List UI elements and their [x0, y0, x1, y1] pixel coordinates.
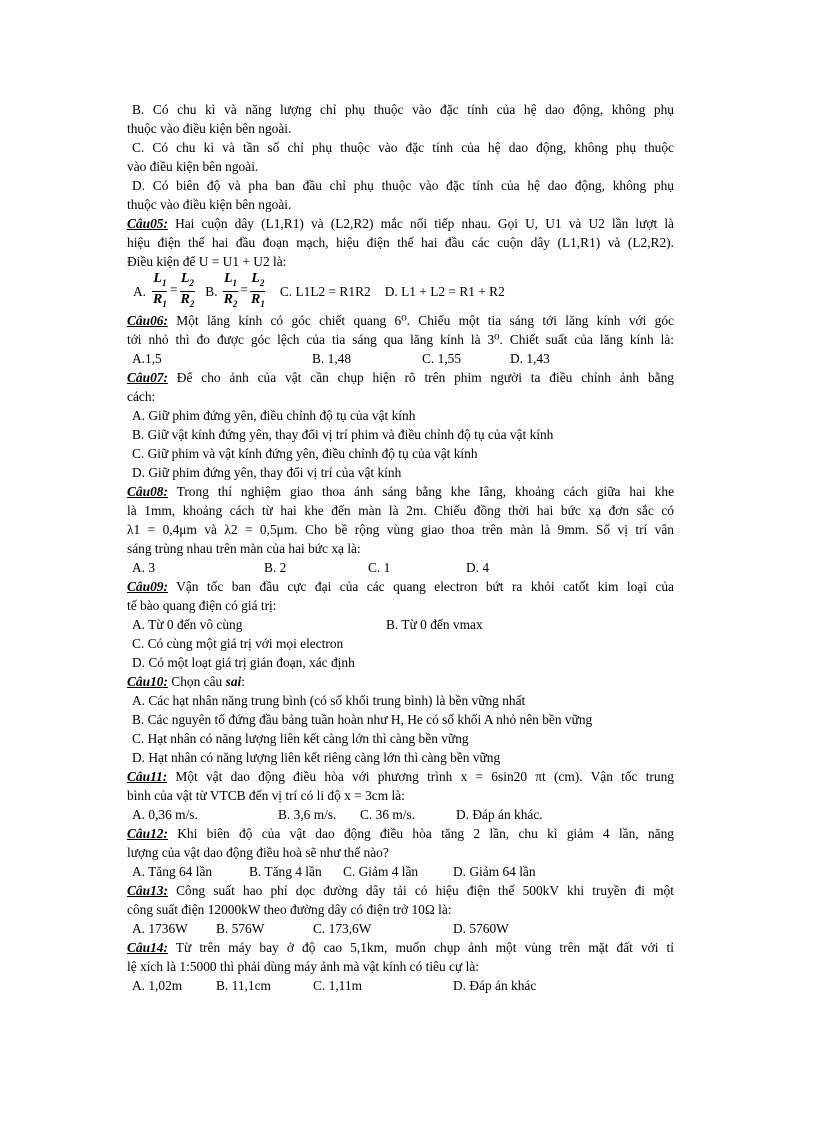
- q05-line2: hiệu điện thế hai đầu đoạn mạch, hiệu điện thế hai đầu các cuộn dây (L1,R1) và (L2,R2).: [127, 235, 674, 250]
- q08-options: [127, 558, 674, 577]
- q14-line1: [127, 938, 674, 957]
- q05-line3: Điều kiện để U = U1 + U2 là:: [127, 254, 287, 269]
- q13-line2: công suất điện 12000kW theo đường dây có điện trở 10Ω là:: [127, 902, 452, 917]
- q05-option-c: C. L1L2 = R1R2: [279, 283, 371, 299]
- q08-line3: λ1 = 0,4μm và λ2 = 0,5μm. Cho bề rộng vùng giao thoa trên màn là 9mm. Số vị trí vân: [127, 522, 674, 537]
- q09-option-d: D. Có một loạt giá trị gián đoạn, xác định: [132, 655, 355, 670]
- q04-option-d-line2: thuộc vào điều kiện bên ngoài.: [127, 197, 292, 212]
- q08-line1: [127, 482, 674, 501]
- q11-text1: Một vật dao động điều hòa với phương trình x = 6sin20 πt (cm). Vận tốc trung: [175, 769, 674, 784]
- q05-option-a-formula: $\frac{L_1}{R_1}$ = $\frac{L_2}{R_2}$: [153, 270, 195, 309]
- q13-option-d: D. 5760W: [453, 921, 509, 936]
- q10-option-a: A. Các hạt nhân năng trung bình (có số khối trung bình) là bền vững nhất: [132, 693, 526, 708]
- q12-text1: Khi biên độ của vật dao động điều hòa tăng 2 lần, chu kì giảm 4 lần, năng: [177, 826, 674, 841]
- q12-option-d: D. Giảm 64 lần: [453, 864, 536, 879]
- q06-line1: [127, 311, 674, 330]
- q07-label: Câu07:: [127, 370, 168, 385]
- q06-option-a: A.1,5: [132, 351, 162, 366]
- q04-option-b-line1: B. Có chu kì và năng lượng chỉ phụ thuộc vào đặc tính của hệ dao động, không phụ: [132, 102, 674, 117]
- q13-line1: [127, 881, 674, 900]
- exam-page: [127, 100, 674, 995]
- q06-option-d: D. 1,43: [510, 351, 550, 366]
- q08-line2: là 1mm, khoảng cách từ hai khe đến màn là 2m. Chiếu đồng thời hai bức xạ đơn sắc có: [127, 503, 674, 518]
- q14-options: [127, 976, 674, 995]
- q13-option-b: B. 576W: [216, 921, 265, 936]
- q05-option-a-prefix: A.: [133, 283, 147, 299]
- q07-text1: Để cho ảnh của vật cần chụp hiện rõ trên phim người ta điều chỉnh ảnh bằng: [176, 370, 674, 385]
- q09-option-c: C. Có cùng một giá trị với mọi electron: [132, 636, 344, 651]
- q08-label: Câu08:: [127, 484, 168, 499]
- q08-option-d: D. 4: [466, 560, 490, 575]
- q09-line1: [127, 577, 674, 596]
- q07-option-b: B. Giữ vật kính đứng yên, thay đổi vị trí phim và điều chỉnh độ tụ của vật kính: [132, 427, 554, 442]
- q12-line1: [127, 824, 674, 843]
- q09-label: Câu09:: [127, 579, 168, 594]
- q06-options: [127, 349, 674, 368]
- q09-line2: tế bào quang điện có giá trị:: [127, 598, 277, 613]
- q14-text1: Từ trên máy bay ở độ cao 5,1km, muốn chụp ảnh một vùng trên mặt đất với tỉ: [175, 940, 674, 955]
- q14-option-a: A. 1,02m: [132, 978, 183, 993]
- q08-option-b: B. 2: [264, 560, 287, 575]
- q14-option-b: B. 11,1cm: [216, 978, 271, 993]
- q12-option-b: B. Tăng 4 lần: [249, 864, 322, 879]
- q07-option-a: A. Giữ phim đứng yên, điều chỉnh độ tụ của vật kính: [132, 408, 416, 423]
- q05-label: Câu05:: [127, 216, 168, 231]
- q11-line1: [127, 767, 674, 786]
- q08-option-a: A. 3: [132, 560, 156, 575]
- q11-option-a: A. 0,36 m/s.: [132, 807, 198, 822]
- q13-option-c: C. 173,6W: [313, 921, 372, 936]
- q11-line2: bình của vật từ VTCB đến vị trí có li độ x = 3cm là:: [127, 788, 405, 803]
- q10-option-d: D. Hạt nhân có năng lượng liên kết riêng càng lớn thì càng bền vững: [132, 750, 501, 765]
- q12-line2: lượng của vật dao động điều hoà sẽ như thế nào?: [127, 845, 389, 860]
- q12-option-a: A. Tăng 64 lần: [132, 864, 213, 879]
- q08-text1: Trong thí nghiệm giao thoa ánh sáng bằng khe Iâng, khoảng cách giữa hai khe: [176, 484, 675, 499]
- q12-options: [127, 862, 674, 881]
- q13-label: Câu13:: [127, 883, 168, 898]
- q10-emphasis: sai: [225, 674, 242, 689]
- q10-option-c: C. Hạt nhân có năng lượng liên kết càng lớn thì càng bền vững: [132, 731, 469, 746]
- q11-option-b: B. 3,6 m/s.: [278, 807, 337, 822]
- q06-line2: tới nhỏ thì đo được góc lệch của tia sáng qua lăng kính là 3⁰. Chiết suất của lăng kính là:: [127, 332, 674, 347]
- q11-option-c: C. 36 m/s.: [360, 807, 416, 822]
- q07-line2: cách:: [127, 389, 156, 404]
- q05-text1: Hai cuộn dây (L1,R1) và (L2,R2) mắc nối tiếp nhau. Gọi U, U1 và U2 lần lượt là: [175, 216, 674, 231]
- q09-text1: Vận tốc ban đầu cực đại của các quang electron bứt ra khỏi catốt kim loại của: [176, 579, 674, 594]
- q06-option-b: B. 1,48: [312, 351, 352, 366]
- q14-option-d: D. Đáp án khác: [453, 978, 537, 993]
- q14-option-c: C. 1,11m: [313, 978, 362, 993]
- q06-label: Câu06:: [127, 313, 168, 328]
- q07-option-d: D. Giữ phim đứng yên, thay đổi vị trí của vật kính: [132, 465, 402, 480]
- q11-options: [127, 805, 674, 824]
- q05-option-b-formula: $\frac{L_1}{R_2}$ = $\frac{L_2}{R_1}$: [223, 270, 265, 309]
- q04-option-c-line2: vào điều kiện bên ngoài.: [127, 159, 259, 174]
- q12-option-c: C. Giảm 4 lần: [343, 864, 419, 879]
- q05-options: [127, 271, 674, 311]
- q13-option-a: A. 1736W: [132, 921, 188, 936]
- q10-option-b: B. Các nguyên tố đứng đầu bảng tuần hoàn như H, He có số khối A nhỏ nên bền vững: [132, 712, 593, 727]
- q09-option-a: A. Từ 0 đến vô cùng: [132, 617, 243, 632]
- q14-line2: lệ xích là 1:5000 thì phải dùng máy ảnh mà vật kính có tiêu cự là:: [127, 959, 479, 974]
- q08-option-c: C. 1: [368, 560, 391, 575]
- q04-option-d-line1: D. Có biên độ và pha ban đầu chỉ phụ thuộc vào đặc tính của hệ dao động, không phụ: [132, 178, 674, 193]
- q05-option-b-prefix: B.: [205, 283, 218, 299]
- q10-line1: Câu10: Chọn câu sai:: [127, 674, 245, 689]
- q11-label: Câu11:: [127, 769, 168, 784]
- q05-line1: [127, 214, 674, 233]
- q11-option-d: D. Đáp án khác.: [456, 807, 543, 822]
- q13-options: [127, 919, 674, 938]
- q04-option-c-line1: C. Có chu kì và tần số chỉ phụ thuộc vào đặc tính của hệ dao động, không phụ thuộc: [132, 140, 674, 155]
- q06-text1: Một lăng kính có góc chiết quang 6⁰. Chiếu một tia sáng tới lăng kính với góc: [176, 313, 674, 328]
- q13-text1: Công suất hao phí dọc đường dây tải có hiệu điện thế 500kV khi truyền đi một: [176, 883, 674, 898]
- q08-line4: sáng trùng nhau trên màn của hai bức xạ là:: [127, 541, 361, 556]
- q10-label: Câu10:: [127, 674, 168, 689]
- q07-line1: [127, 368, 674, 387]
- q09-option-b: B. Từ 0 đến vmax: [386, 617, 483, 632]
- q04-option-b-line2: thuộc vào điều kiện bên ngoài.: [127, 121, 292, 136]
- q09-options-ab: [127, 615, 674, 634]
- q12-label: Câu12:: [127, 826, 168, 841]
- q10-text1: Chọn câu: [171, 674, 223, 689]
- q07-option-c: C. Giữ phim và vật kính đứng yên, điều chỉnh độ tụ của vật kính: [132, 446, 478, 461]
- q06-option-c: C. 1,55: [422, 351, 462, 366]
- q05-option-d: D. L1 + L2 = R1 + R2: [384, 283, 505, 299]
- q14-label: Câu14:: [127, 940, 168, 955]
